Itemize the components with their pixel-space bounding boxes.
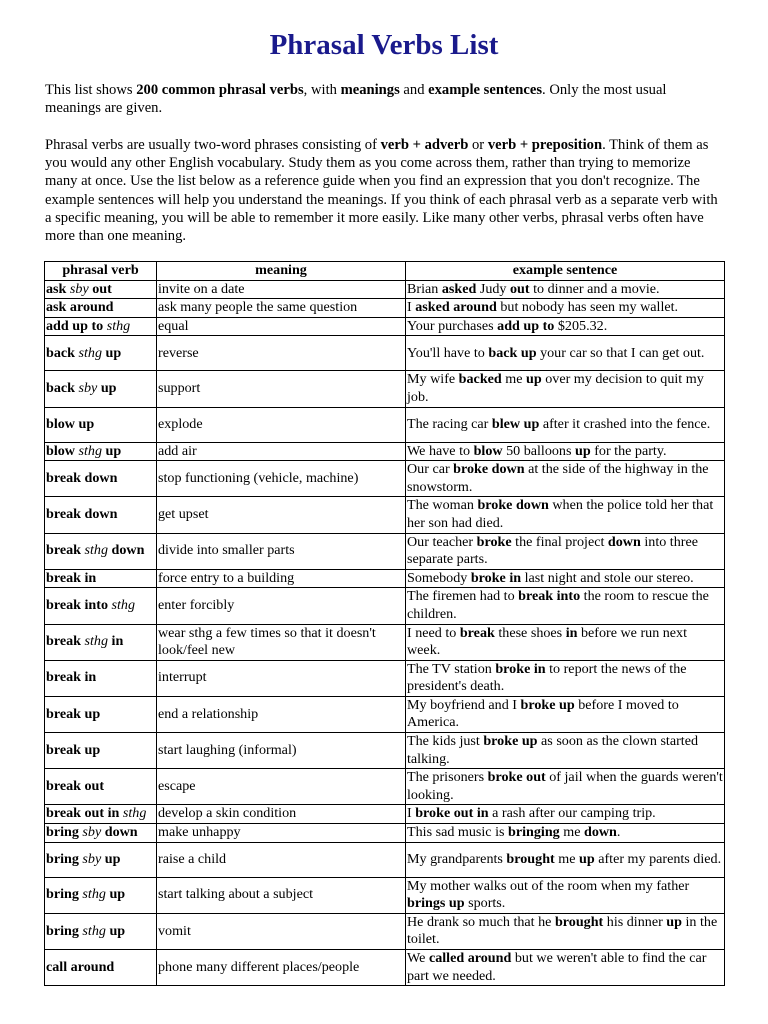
table-row: [45, 733, 725, 769]
cell-example-sentence: The TV station broke in to report the news of the president's death.: [406, 660, 725, 696]
cell-meaning: invite on a date: [157, 280, 406, 299]
table-body: [45, 280, 725, 986]
cell-meaning: wear sthg a few times so that it doesn't look/feel new: [157, 624, 406, 660]
cell-meaning: get upset: [157, 497, 406, 533]
cell-meaning: end a relationship: [157, 696, 406, 732]
table-row: [45, 280, 725, 299]
cell-phrasal-verb: break into sthg: [45, 588, 157, 624]
cell-example-sentence: Brian asked Judy out to dinner and a movie.: [406, 280, 725, 299]
cell-example-sentence: He drank so much that he brought his dinner up in the toilet.: [406, 913, 725, 949]
cell-phrasal-verb: break sthg in: [45, 624, 157, 660]
cell-phrasal-verb: break up: [45, 733, 157, 769]
cell-phrasal-verb: call around: [45, 950, 157, 986]
cell-example-sentence: You'll have to back up your car so that I can get out.: [406, 336, 725, 371]
table-row: [45, 317, 725, 336]
cell-example-sentence: Our car broke down at the side of the highway in the snowstorm.: [406, 461, 725, 497]
phrasal-verbs-table: [44, 261, 725, 986]
cell-example-sentence: The racing car blew up after it crashed into the fence.: [406, 407, 725, 442]
cell-meaning: enter forcibly: [157, 588, 406, 624]
cell-example-sentence: I asked around but nobody has seen my wallet.: [406, 299, 725, 318]
cell-meaning: vomit: [157, 913, 406, 949]
table-header-row: [45, 262, 725, 281]
header-meaning: meaning: [157, 262, 406, 281]
cell-phrasal-verb: break out in sthg: [45, 805, 157, 824]
cell-example-sentence: My grandparents brought me up after my parents died.: [406, 842, 725, 877]
table-row: [45, 805, 725, 824]
cell-phrasal-verb: ask around: [45, 299, 157, 318]
table-row: [45, 660, 725, 696]
cell-phrasal-verb: ask sby out: [45, 280, 157, 299]
cell-phrasal-verb: back sthg up: [45, 336, 157, 371]
cell-phrasal-verb: add up to sthg: [45, 317, 157, 336]
cell-phrasal-verb: blow sthg up: [45, 442, 157, 461]
cell-phrasal-verb: bring sthg up: [45, 913, 157, 949]
cell-example-sentence: Our teacher broke the final project down into three separate parts.: [406, 533, 725, 569]
table-row: [45, 533, 725, 569]
cell-example-sentence: My mother walks out of the room when my father brings up sports.: [406, 877, 725, 913]
cell-meaning: stop functioning (vehicle, machine): [157, 461, 406, 497]
header-phrasal-verb: phrasal verb: [45, 262, 157, 281]
cell-meaning: make unhappy: [157, 824, 406, 843]
table-row: [45, 461, 725, 497]
cell-phrasal-verb: break out: [45, 769, 157, 805]
cell-example-sentence: The kids just broke up as soon as the clown started talking.: [406, 733, 725, 769]
cell-phrasal-verb: bring sby up: [45, 842, 157, 877]
description-paragraph: Phrasal verbs are usually two-word phrases consisting of verb + adverb or verb + preposition. Think of them as you would any other English vocabulary. Study them as you come across them, rather than trying to memorize many at once. Use the list below as a reference guide when you find an expression that you don't recognize. The example sentences will help you understand the meanings. If you think of each phrasal verb as a separate verb with a specific meaning, you will be able to remember it more easily. Like many other verbs, phrasal verbs often have more than one meaning.: [45, 137, 718, 245]
cell-phrasal-verb: bring sthg up: [45, 877, 157, 913]
cell-phrasal-verb: break in: [45, 569, 157, 588]
cell-example-sentence: I broke out in a rash after our camping trip.: [406, 805, 725, 824]
cell-meaning: explode: [157, 407, 406, 442]
cell-phrasal-verb: blow up: [45, 407, 157, 442]
cell-meaning: support: [157, 371, 406, 407]
table-row: [45, 842, 725, 877]
table-row: [45, 497, 725, 533]
cell-meaning: add air: [157, 442, 406, 461]
page-title: Phrasal Verbs List: [269, 29, 499, 61]
cell-example-sentence: The firemen had to break into the room to rescue the children.: [406, 588, 725, 624]
header-example-sentence: example sentence: [406, 262, 725, 281]
cell-example-sentence: My wife backed me up over my decision to quit my job.: [406, 371, 725, 407]
intro-paragraph: This list shows 200 common phrasal verbs, with meanings and example sentences. Only the most usual meanings are given.: [45, 82, 667, 117]
table-row: [45, 624, 725, 660]
cell-meaning: ask many people the same question: [157, 299, 406, 318]
table-row: [45, 407, 725, 442]
cell-phrasal-verb: break down: [45, 497, 157, 533]
table-row: [45, 950, 725, 986]
cell-meaning: equal: [157, 317, 406, 336]
cell-meaning: raise a child: [157, 842, 406, 877]
cell-meaning: phone many different places/people: [157, 950, 406, 986]
cell-meaning: start laughing (informal): [157, 733, 406, 769]
table-row: [45, 696, 725, 732]
table-row: [45, 824, 725, 843]
cell-example-sentence: The woman broke down when the police told her that her son had died.: [406, 497, 725, 533]
cell-meaning: start talking about a subject: [157, 877, 406, 913]
cell-meaning: force entry to a building: [157, 569, 406, 588]
table-row: [45, 877, 725, 913]
cell-phrasal-verb: bring sby down: [45, 824, 157, 843]
table-row: [45, 371, 725, 407]
cell-example-sentence: This sad music is bringing me down.: [406, 824, 725, 843]
cell-meaning: develop a skin condition: [157, 805, 406, 824]
cell-example-sentence: We called around but we weren't able to find the car part we needed.: [406, 950, 725, 986]
cell-phrasal-verb: break down: [45, 461, 157, 497]
cell-meaning: reverse: [157, 336, 406, 371]
cell-meaning: interrupt: [157, 660, 406, 696]
table-row: [45, 588, 725, 624]
cell-phrasal-verb: break up: [45, 696, 157, 732]
table-row: [45, 913, 725, 949]
cell-example-sentence: Your purchases add up to $205.32.: [406, 317, 725, 336]
cell-phrasal-verb: back sby up: [45, 371, 157, 407]
cell-example-sentence: The prisoners broke out of jail when the guards weren't looking.: [406, 769, 725, 805]
table-row: [45, 336, 725, 371]
cell-example-sentence: My boyfriend and I broke up before I moved to America.: [406, 696, 725, 732]
cell-meaning: escape: [157, 769, 406, 805]
cell-phrasal-verb: break sthg down: [45, 533, 157, 569]
cell-example-sentence: We have to blow 50 balloons up for the party.: [406, 442, 725, 461]
cell-phrasal-verb: break in: [45, 660, 157, 696]
cell-meaning: divide into smaller parts: [157, 533, 406, 569]
cell-example-sentence: Somebody broke in last night and stole our stereo.: [406, 569, 725, 588]
table-row: [45, 769, 725, 805]
cell-example-sentence: I need to break these shoes in before we run next week.: [406, 624, 725, 660]
table-row: [45, 569, 725, 588]
table-row: [45, 299, 725, 318]
table-row: [45, 442, 725, 461]
